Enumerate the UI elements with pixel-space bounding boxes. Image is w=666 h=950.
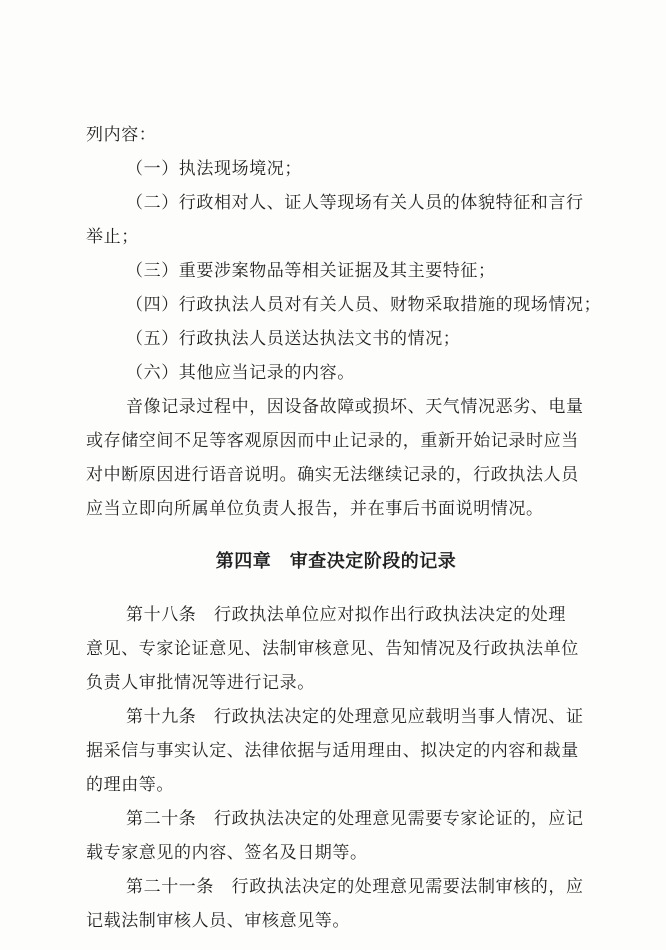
article-21-line-2: 记载法制审核人员、审核意见等。 xyxy=(86,911,350,931)
article-18-line-2: 意见、专家论证意见、法制审核意见、告知情况及行政执法单位 xyxy=(86,639,579,659)
list-item-3: （三）重要涉案物品等相关证据及其主要特征； xyxy=(126,261,496,281)
continuation-line: 列内容： xyxy=(86,125,157,145)
article-18-line-1: 第十八条 行政执法单位应对拟作出行政执法决定的处理 xyxy=(126,605,566,625)
list-item-1: （一）执法现场境况； xyxy=(126,159,302,179)
list-item-4: （四）行政执法人员对有关人员、财物采取措施的现场情况； xyxy=(126,295,602,315)
list-item-2-continued: 举止； xyxy=(86,227,139,247)
article-20-line-1: 第二十条 行政执法决定的处理意见需要专家论证的，应记 xyxy=(126,809,584,829)
article-19-line-2: 据采信与事实认定、法律依据与适用理由、拟决定的内容和裁量 xyxy=(86,741,579,761)
list-item-2: （二）行政相对人、证人等现场有关人员的体貌特征和言行 xyxy=(126,193,584,213)
document-body xyxy=(86,118,602,938)
article-20-line-2: 载专家意见的内容、签名及日期等。 xyxy=(86,843,368,863)
article-21-line-1: 第二十一条 行政执法决定的处理意见需要法制审核的，应 xyxy=(126,877,584,897)
paragraph-av-line-1: 音像记录过程中，因设备故障或损坏、天气情况恶劣、电量 xyxy=(126,397,584,417)
paragraph-av-line-2: 或存储空间不足等客观原因而中止记录的，重新开始记录时应当 xyxy=(86,431,579,451)
list-item-6: （六）其他应当记录的内容。 xyxy=(126,363,355,383)
article-19-line-1: 第十九条 行政执法决定的处理意见应载明当事人情况、证 xyxy=(126,707,584,727)
chapter-title: 第四章 审查决定阶段的记录 xyxy=(215,551,457,572)
article-18-line-3: 负责人审批情况等进行记录。 xyxy=(86,673,315,693)
paragraph-av-line-3: 对中断原因进行语音说明。确实无法继续记录的，行政执法人员 xyxy=(86,465,579,485)
list-item-5: （五）行政执法人员送达执法文书的情况； xyxy=(126,329,461,349)
article-19-line-3: 的理由等。 xyxy=(86,775,174,795)
paragraph-av-line-4: 应当立即向所属单位负责人报告，并在事后书面说明情况。 xyxy=(86,499,544,519)
